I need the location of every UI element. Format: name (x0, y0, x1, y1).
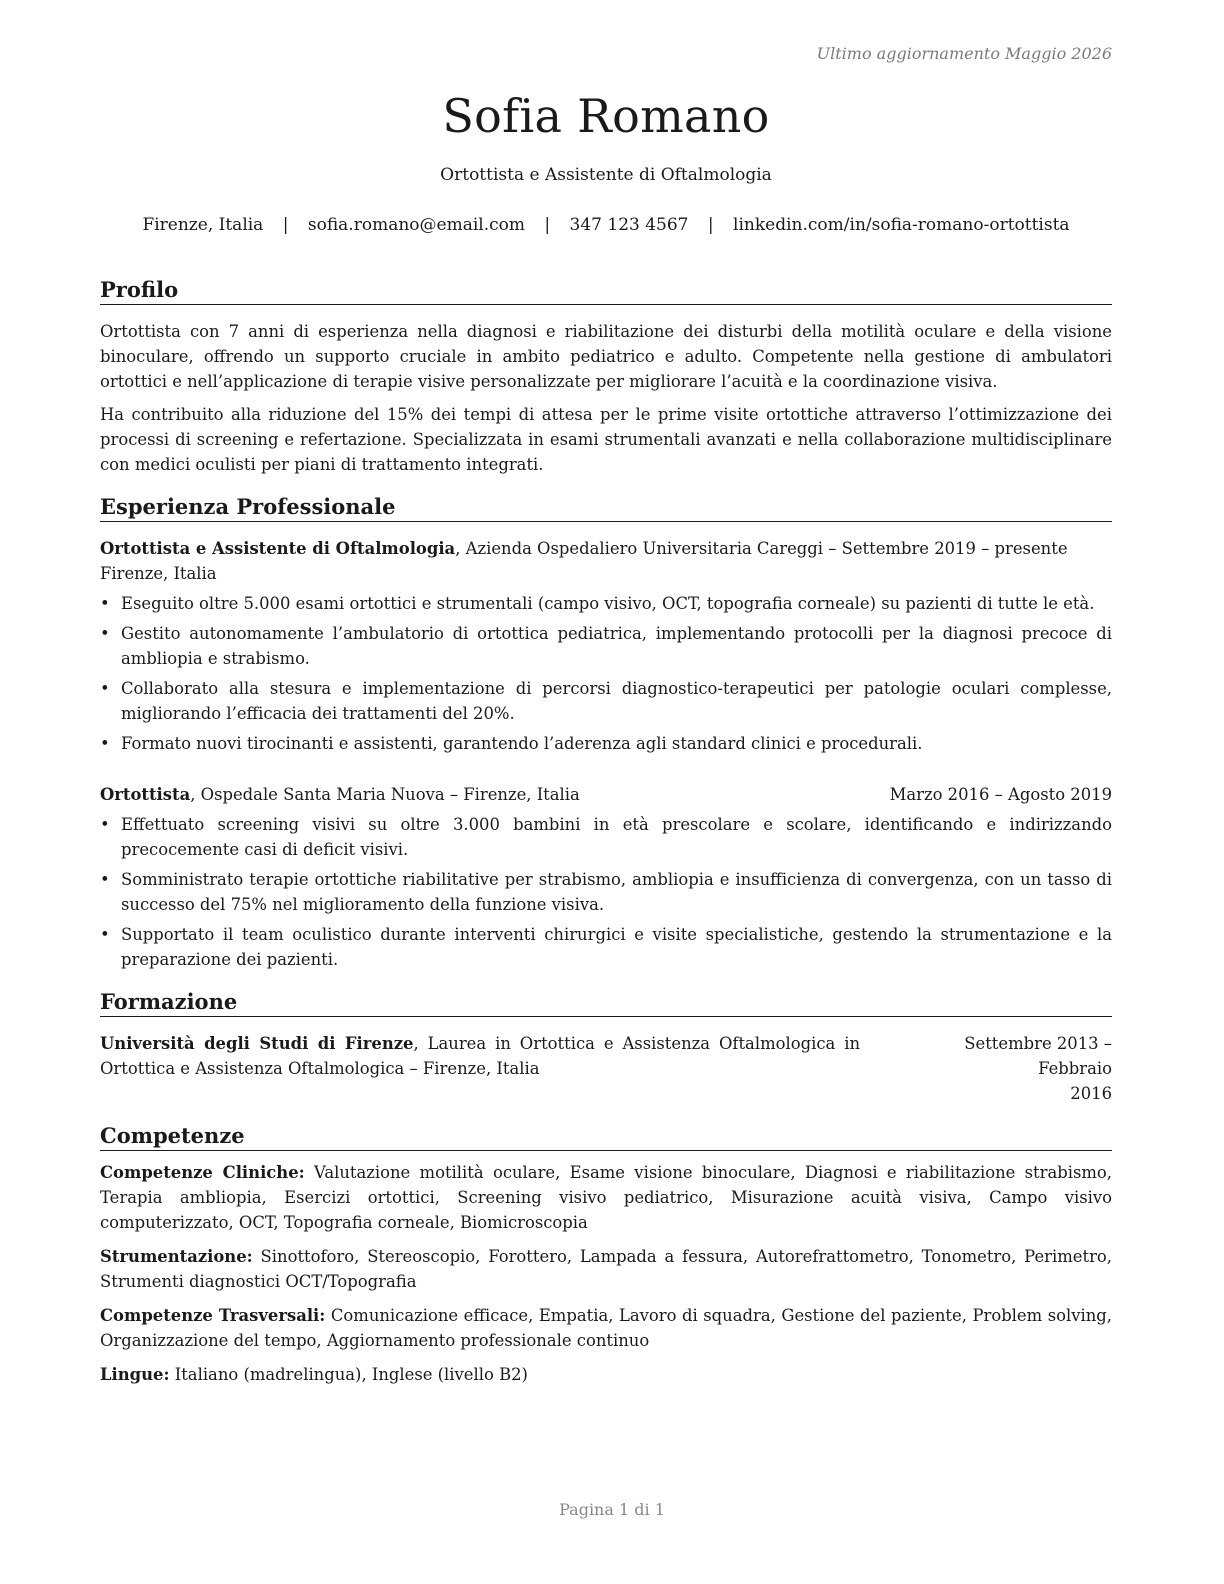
bullet-icon: • (100, 870, 110, 889)
education-entry (100, 1031, 1112, 1106)
skills-section (100, 1122, 1112, 1387)
page-number: Pagina 1 di 1 (559, 1500, 665, 1519)
skills-group (100, 1303, 1112, 1353)
list-item: • Gestito autonomamente l’ambulatorio di ortottica pediatrica, implementando protocolli per la diagnosi precoce di ambliopia e strabismo. (100, 621, 1112, 671)
job-entry (100, 536, 1112, 756)
skills-label: Strumentazione: (100, 1247, 253, 1266)
bullet-icon: • (100, 624, 110, 643)
bullet-icon: • (100, 815, 110, 834)
section-heading-experience: Esperienza Professionale (100, 493, 1112, 522)
experience-section (100, 493, 1112, 972)
job-location: Firenze, Italia (100, 564, 217, 583)
job-dates: Marzo 2016 – Agosto 2019 (889, 785, 1112, 804)
education-dates-year: 2016 (1070, 1084, 1112, 1103)
last-updated: Ultimo aggiornamento Maggio 2026 (816, 44, 1112, 63)
contact-email[interactable]: sofia.romano@email.com (307, 215, 525, 235)
job-entry (100, 782, 1112, 972)
contact-line (100, 214, 1112, 236)
profile-paragraph: Ortottista con 7 anni di esperienza nella diagnosi e riabilitazione dei disturbi della motilità oculare e della visione binoculare, offrendo un supporto cruciale in ambito pediatrico e adulto. Competente nella gestione di ambulatori ortottici e nell’applicazione di terapie visive personalizzate per migliorare l’acuità e la coordinazione visiva. (100, 322, 1112, 391)
section-heading-education: Formazione (100, 988, 1112, 1017)
list-item: • Collaborato alla stesura e implementazione di percorsi diagnostico-terapeutici per patologie oculari complesse, migliorando l’efficacia dei trattamenti del 20%. (100, 676, 1112, 726)
bullet-icon: • (100, 925, 110, 944)
skills-group (100, 1160, 1112, 1235)
candidate-title: Ortottista e Assistente di Oftalmologia (440, 165, 772, 185)
job-header (100, 536, 1112, 586)
section-heading-skills: Competenze (100, 1122, 1112, 1151)
job-bullets (100, 591, 1112, 756)
job-employer: , Ospedale Santa Maria Nuova – Firenze, Italia (190, 785, 580, 804)
education-dates: Settembre 2013 – Febbraio (964, 1034, 1112, 1078)
education-degree: , Laurea in Ortottica e Assistenza Oftalmologica in (413, 1034, 861, 1053)
section-heading-profile: Profilo (100, 276, 1112, 305)
job-bullets (100, 812, 1112, 972)
skills-group (100, 1362, 1112, 1387)
list-item: • Formato nuovi tirocinanti e assistenti, garantendo l’aderenza agli standard clinici e procedurali. (100, 731, 1112, 756)
skills-text: Comunicazione efficace, Empatia, Lavoro di squadra, Gestione del paziente, Problem solving, Organizzazione del tempo, Aggiornamento professionale continuo (100, 1306, 1112, 1350)
separator: | (544, 215, 551, 235)
education-detail: Ortottica e Assistenza Oftalmologica – Firenze, Italia (100, 1059, 540, 1078)
separator: | (282, 215, 289, 235)
profile-paragraph: Ha contribuito alla riduzione del 15% dei tempi di attesa per le prime visite ortottiche attraverso l’ottimizzazione dei processi di screening e refertazione. Specializzata in esami strumentali avanzati e nella collaborazione multidisciplinare con medici oculisti per piani di trattamento integrati. (100, 405, 1112, 474)
skills-text: Valutazione motilità oculare, Esame visione binoculare, Diagnosi e riabilitazione strabismo, Terapia ambliopia, Esercizi ortottici, Screening visivo pediatrico, Misurazione acuità visiva, Campo visivo computerizzato, OCT, Topografia corneale, Biomicroscopia (100, 1163, 1112, 1232)
list-item: • Eseguito oltre 5.000 esami ortottici e strumentali (campo visivo, OCT, topografia corneale) su pazienti di tutte le età. (100, 591, 1112, 616)
bullet-icon: • (100, 679, 110, 698)
contact-location: Firenze, Italia (142, 215, 264, 235)
education-section (100, 988, 1112, 1106)
job-employer: , Azienda Ospedaliero Universitaria Careggi – Settembre 2019 – presente (455, 539, 1068, 558)
skills-text: Sinottoforo, Stereoscopio, Forottero, Lampada a fessura, Autorefrattometro, Tonometro, Perimetro, Strumenti diagnostici OCT/Topografia (100, 1247, 1112, 1291)
skills-label: Competenze Trasversali: (100, 1306, 326, 1325)
list-item: • Somministrato terapie ortottiche riabilitative per strabismo, ambliopia e insufficienza di convergenza, con un tasso di successo del 75% nel miglioramento della funzione visiva. (100, 867, 1112, 917)
job-role: Ortottista e Assistente di Oftalmologia (100, 539, 456, 558)
list-item: • Supportato il team oculistico durante interventi chirurgici e visite specialistiche, gestendo la strumentazione e la preparazione dei pazienti. (100, 922, 1112, 972)
bullet-icon: • (100, 594, 110, 613)
skills-label: Competenze Cliniche: (100, 1163, 305, 1182)
skills-text: Italiano (madrelingua), Inglese (livello B2) (169, 1365, 528, 1384)
separator: | (707, 215, 714, 235)
skills-label: Lingue: (100, 1365, 170, 1384)
candidate-name: Sofia Romano (442, 89, 770, 143)
bullet-icon: • (100, 734, 110, 753)
education-school: Università degli Studi di Firenze (100, 1034, 414, 1053)
skills-group (100, 1244, 1112, 1294)
job-role: Ortottista (100, 785, 191, 804)
profile-section (100, 276, 1112, 477)
contact-phone[interactable]: 347 123 4567 (569, 215, 689, 235)
job-header (100, 782, 1112, 807)
contact-linkedin[interactable]: linkedin.com/in/sofia-romano-ortottista (733, 215, 1070, 235)
list-item: • Effettuato screening visivi su oltre 3.000 bambini in età prescolare e scolare, identificando e indirizzando precocemente casi di deficit visivi. (100, 812, 1112, 862)
